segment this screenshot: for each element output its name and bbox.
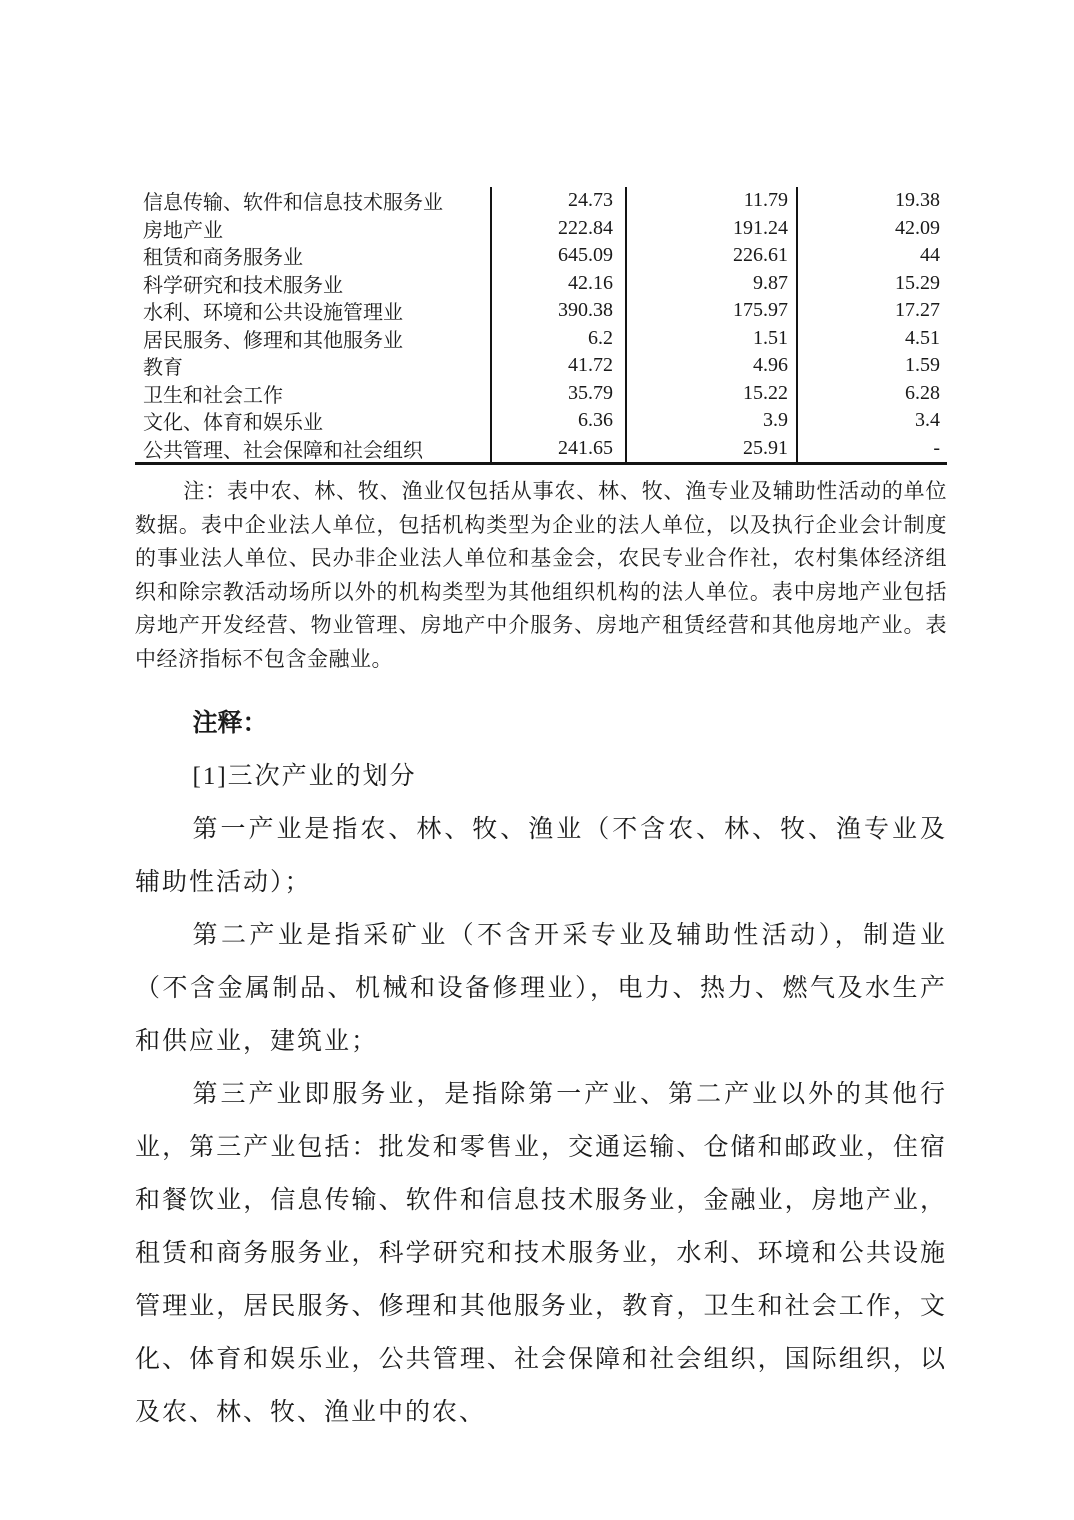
industry-name-cell: 居民服务、修理和其他服务业 <box>135 325 492 353</box>
annotations-section <box>135 697 947 1439</box>
value-cell: 41.72 <box>492 352 627 380</box>
industry-name-cell: 卫生和社会工作 <box>135 380 492 408</box>
value-cell: 645.09 <box>492 242 627 270</box>
value-cell: 19.38 <box>895 189 940 212</box>
value-cell: 3.4 <box>915 409 940 432</box>
industry-name-cell: 教育 <box>135 352 492 380</box>
value-cell: 222.84 <box>492 215 627 243</box>
table-row <box>135 325 947 353</box>
value-cell: 4.51 <box>905 326 940 349</box>
value-cell: 241.65 <box>492 435 627 463</box>
table-row <box>135 352 947 380</box>
table-row <box>135 242 947 270</box>
value-cell: 42.16 <box>492 270 627 298</box>
table-row <box>135 407 947 435</box>
note-paragraph: 第二产业是指采矿业（不含开采专业及辅助性活动），制造业（不含金属制品、机械和设备修理业），电力、热力、燃气及水生产和供应业，建筑业； <box>135 922 947 1055</box>
industry-name-cell: 文化、体育和娱乐业 <box>135 407 492 435</box>
industry-name-cell: 租赁和商务服务业 <box>135 242 492 270</box>
value-cell: 17.27 <box>895 299 940 322</box>
table-note: 注：表中农、林、牧、渔业仅包括从事农、林、牧、渔专业及辅助性活动的单位数据。表中企业法人单位，包括机构类型为企业的法人单位，以及执行企业会计制度的事业法人单位、民办非企业法人单位和基金会，农民专业合作社，农村集体经济组织和除宗教活动场所以外的机构类型为其他组织机构的法人单位。表中房地产业包括房地产开发经营、物业管理、房地产中介服务、房地产租赁经营和其他房地产业。表中经济指标不包含金融业。 <box>135 479 947 671</box>
value-cell: 226.61 <box>627 242 798 270</box>
industry-name-cell: 房地产业 <box>135 215 492 243</box>
value-cell: 191.24 <box>627 215 798 243</box>
industry-name-cell: 信息传输、软件和信息技术服务业 <box>135 187 492 215</box>
note-paragraph: [1]三次产业的划分 <box>192 763 417 790</box>
value-cell: 15.22 <box>627 380 798 408</box>
table-row <box>135 297 947 325</box>
value-cell: 6.28 <box>905 381 940 404</box>
value-cell: 4.96 <box>627 352 798 380</box>
value-cell: 390.38 <box>492 297 627 325</box>
note-paragraph: 第三产业即服务业，是指除第一产业、第二产业以外的其他行业，第三产业包括：批发和零售业，交通运输、仓储和邮政业，住宿和餐饮业，信息传输、软件和信息技术服务业，金融业，房地产业，租赁和商务服务业，科学研究和技术服务业，水利、环境和公共设施管理业，居民服务、修理和其他服务业，教育，卫生和社会工作，文化、体育和娱乐业，公共管理、社会保障和社会组织，国际组织，以及农、林、牧、渔业中的农、 <box>135 1081 947 1426</box>
industry-name-cell: 水利、环境和公共设施管理业 <box>135 297 492 325</box>
page-content <box>135 187 947 1439</box>
industry-statistics-table <box>135 187 947 465</box>
value-cell: 3.9 <box>627 407 798 435</box>
value-cell: 1.51 <box>627 325 798 353</box>
value-cell: 1.59 <box>905 354 940 377</box>
table-row <box>135 187 947 215</box>
value-cell: 11.79 <box>627 187 798 215</box>
value-cell: 6.36 <box>492 407 627 435</box>
value-cell: 44 <box>920 244 940 267</box>
value-cell: - <box>933 436 940 459</box>
value-cell: 25.91 <box>627 435 798 463</box>
value-cell: 24.73 <box>492 187 627 215</box>
table-row <box>135 270 947 298</box>
value-cell: 42.09 <box>895 216 940 239</box>
value-cell: 9.87 <box>627 270 798 298</box>
table-row <box>135 215 947 243</box>
table-row <box>135 380 947 408</box>
table-row <box>135 435 947 463</box>
industry-name-cell: 公共管理、社会保障和社会组织 <box>135 435 492 463</box>
value-cell: 6.2 <box>492 325 627 353</box>
value-cell: 15.29 <box>895 271 940 294</box>
value-cell: 35.79 <box>492 380 627 408</box>
note-paragraph: 第一产业是指农、林、牧、渔业（不含农、林、牧、渔专业及辅助性活动）； <box>135 816 947 896</box>
industry-name-cell: 科学研究和技术服务业 <box>135 270 492 298</box>
value-cell: 175.97 <box>627 297 798 325</box>
annotations-heading: 注释： <box>192 709 268 737</box>
